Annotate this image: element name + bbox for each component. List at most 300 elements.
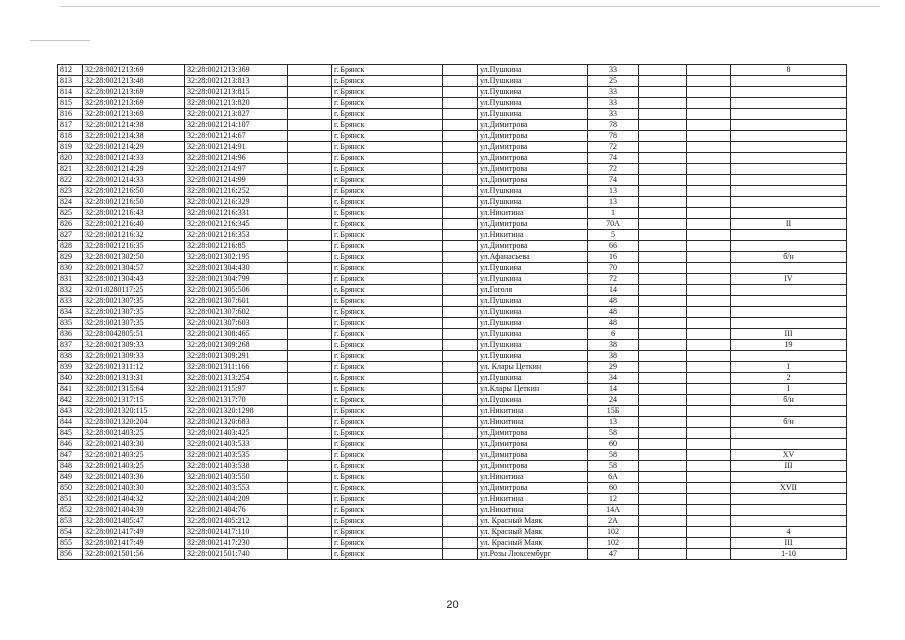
house-number-cell: 48 [588,318,639,329]
house-number-cell: 13 [588,417,639,428]
premises-cell [731,296,847,307]
blank-cell [443,153,478,164]
street-cell: ул.Димитрова [478,483,588,494]
blank-cell [288,175,332,186]
blank-cell [687,483,731,494]
house-number-cell: 33 [588,87,639,98]
blank-cell [687,373,731,384]
premises-cell [731,505,847,516]
blank-cell [443,340,478,351]
blank-cell [288,505,332,516]
premises-cell: б/н [731,417,847,428]
city-cell: г. Брянск [332,538,443,549]
table-row [58,197,847,208]
row-number-cell: 842 [58,395,83,406]
house-number-cell: 48 [588,307,639,318]
blank-cell [443,131,478,142]
table-row [58,76,847,87]
blank-cell [443,373,478,384]
premises-cell [731,494,847,505]
blank-cell [687,472,731,483]
blank-cell [443,318,478,329]
blank-cell [687,538,731,549]
street-cell: ул.Пушкина [478,65,588,76]
row-number-cell: 830 [58,263,83,274]
city-cell: г. Брянск [332,461,443,472]
city-cell: г. Брянск [332,120,443,131]
street-cell: ул.Пушкина [478,318,588,329]
premises-cell: I [731,362,847,373]
street-cell: ул.Димитрова [478,219,588,230]
blank-cell [639,329,687,340]
city-cell: г. Брянск [332,153,443,164]
city-cell: г. Брянск [332,362,443,373]
blank-cell [443,417,478,428]
city-cell: г. Брянск [332,307,443,318]
blank-cell [639,76,687,87]
blank-cell [443,483,478,494]
blank-cell [639,318,687,329]
street-cell: ул.Никитина [478,417,588,428]
blank-cell [288,318,332,329]
land-cadastral-cell: 32:28:0021213:69 [83,87,185,98]
row-number-cell: 812 [58,65,83,76]
object-cadastral-cell: 32:28:0021403:533 [185,439,288,450]
land-cadastral-cell: 32:28:0021501:56 [83,549,185,560]
object-cadastral-cell: 32:28:0021307:601 [185,296,288,307]
land-cadastral-cell: 32:28:0021214:29 [83,142,185,153]
house-number-cell: 15Б [588,406,639,417]
city-cell: г. Брянск [332,505,443,516]
blank-cell [288,527,332,538]
house-number-cell: 6А [588,472,639,483]
city-cell: г. Брянск [332,527,443,538]
table-row [58,87,847,98]
blank-cell [687,98,731,109]
land-cadastral-cell: 32:28:0021214:29 [83,164,185,175]
street-cell: ул.Пушкина [478,329,588,340]
row-number-cell: 821 [58,164,83,175]
register-table-body [58,65,847,560]
row-number-cell: 852 [58,505,83,516]
city-cell: г. Брянск [332,65,443,76]
table-row [58,109,847,120]
blank-cell [443,395,478,406]
row-number-cell: 824 [58,197,83,208]
blank-cell [639,230,687,241]
land-cadastral-cell: 32:28:0021403:25 [83,461,185,472]
blank-cell [443,494,478,505]
table-row [58,428,847,439]
blank-cell [288,340,332,351]
row-number-cell: 831 [58,274,83,285]
street-cell: ул.Пушкина [478,98,588,109]
blank-cell [443,175,478,186]
row-number-cell: 829 [58,252,83,263]
blank-cell [639,417,687,428]
blank-cell [687,296,731,307]
blank-cell [288,329,332,340]
row-number-cell: 846 [58,439,83,450]
table-row [58,219,847,230]
blank-cell [687,428,731,439]
land-cadastral-cell: 32:28:0021302:50 [83,252,185,263]
row-number-cell: 845 [58,428,83,439]
table-row [58,241,847,252]
blank-cell [288,494,332,505]
street-cell: ул.Пушкина [478,395,588,406]
street-cell: ул.Димитрова [478,153,588,164]
blank-cell [443,472,478,483]
blank-cell [288,461,332,472]
row-number-cell: 844 [58,417,83,428]
object-cadastral-cell: 32:28:0021417:230 [185,538,288,549]
premises-cell [731,131,847,142]
table-row [58,164,847,175]
object-cadastral-cell: 32:28:0021214:67 [185,131,288,142]
blank-cell [639,428,687,439]
street-cell: ул. Красный Маяк [478,516,588,527]
street-cell: ул.Пушкина [478,186,588,197]
blank-cell [639,461,687,472]
blank-cell [443,428,478,439]
blank-cell [443,384,478,395]
blank-cell [687,252,731,263]
house-number-cell: 38 [588,340,639,351]
object-cadastral-cell: 32:28:0021404:209 [185,494,288,505]
blank-cell [639,516,687,527]
blank-cell [687,120,731,131]
street-cell: ул. Красный Маяк [478,527,588,538]
city-cell: г. Брянск [332,428,443,439]
blank-cell [443,461,478,472]
object-cadastral-cell: 32:28:0021214:96 [185,153,288,164]
land-cadastral-cell: 32:28:0021307:35 [83,296,185,307]
land-cadastral-cell: 32:28:0021403:25 [83,450,185,461]
row-number-cell: 838 [58,351,83,362]
object-cadastral-cell: 32:28:0021216:353 [185,230,288,241]
row-number-cell: 856 [58,549,83,560]
blank-cell [288,384,332,395]
city-cell: г. Брянск [332,439,443,450]
blank-cell [288,307,332,318]
blank-cell [288,439,332,450]
land-cadastral-cell: 32:28:0021304:57 [83,263,185,274]
city-cell: г. Брянск [332,219,443,230]
object-cadastral-cell: 32:28:0021305:506 [185,285,288,296]
blank-cell [639,175,687,186]
blank-cell [443,450,478,461]
premises-cell [731,109,847,120]
row-number-cell: 848 [58,461,83,472]
scan-edge-line [60,6,880,7]
object-cadastral-cell: 32:28:0021403:553 [185,483,288,494]
city-cell: г. Брянск [332,87,443,98]
blank-cell [288,351,332,362]
row-number-cell: 822 [58,175,83,186]
table-row [58,395,847,406]
land-cadastral-cell: 32:28:0021403:30 [83,439,185,450]
house-number-cell: 33 [588,65,639,76]
object-cadastral-cell: 32:28:0021403:550 [185,472,288,483]
premises-cell [731,263,847,274]
blank-cell [639,197,687,208]
land-cadastral-cell: 32:28:0021417:49 [83,538,185,549]
blank-cell [288,65,332,76]
land-cadastral-cell: 32:28:0021320:204 [83,417,185,428]
street-cell: ул.Димитрова [478,439,588,450]
object-cadastral-cell: 32:28:0021213:815 [185,87,288,98]
object-cadastral-cell: 32:28:0021214:107 [185,120,288,131]
land-cadastral-cell: 32:28:0021216:50 [83,186,185,197]
object-cadastral-cell: 32:28:0021216:85 [185,241,288,252]
blank-cell [288,285,332,296]
object-cadastral-cell: 32:28:0021307:603 [185,318,288,329]
object-cadastral-cell: 32:28:0021311:166 [185,362,288,373]
city-cell: г. Брянск [332,230,443,241]
city-cell: г. Брянск [332,208,443,219]
row-number-cell: 851 [58,494,83,505]
row-number-cell: 823 [58,186,83,197]
blank-cell [639,274,687,285]
land-cadastral-cell: 32:28:0021214:38 [83,131,185,142]
blank-cell [639,406,687,417]
blank-cell [639,186,687,197]
object-cadastral-cell: 32:28:0021403:538 [185,461,288,472]
street-cell: ул.Никитина [478,406,588,417]
blank-cell [288,516,332,527]
object-cadastral-cell: 32:28:0021216:331 [185,208,288,219]
house-number-cell: 14А [588,505,639,516]
blank-cell [443,362,478,373]
blank-cell [639,362,687,373]
row-number-cell: 816 [58,109,83,120]
row-number-cell: 853 [58,516,83,527]
row-number-cell: 839 [58,362,83,373]
blank-cell [288,164,332,175]
blank-cell [288,417,332,428]
row-number-cell: 814 [58,87,83,98]
blank-cell [443,439,478,450]
blank-cell [288,230,332,241]
house-number-cell: 72 [588,142,639,153]
blank-cell [639,505,687,516]
object-cadastral-cell: 32:28:0021216:252 [185,186,288,197]
blank-cell [288,87,332,98]
blank-cell [288,549,332,560]
blank-cell [687,197,731,208]
object-cadastral-cell: 32:28:0021404:76 [185,505,288,516]
premises-cell: 4 [731,527,847,538]
blank-cell [687,164,731,175]
city-cell: г. Брянск [332,549,443,560]
premises-cell: IV [731,274,847,285]
blank-cell [288,120,332,131]
premises-cell [731,76,847,87]
land-cadastral-cell: 32:28:0021213:48 [83,76,185,87]
street-cell: ул.Димитрова [478,142,588,153]
table-row [58,120,847,131]
table-row [58,318,847,329]
blank-cell [687,274,731,285]
blank-cell [639,87,687,98]
blank-cell [639,494,687,505]
street-cell: ул.Димитрова [478,175,588,186]
city-cell: г. Брянск [332,472,443,483]
blank-cell [288,142,332,153]
scan-edge-line [30,40,90,41]
blank-cell [687,285,731,296]
blank-cell [687,395,731,406]
premises-cell: I [731,384,847,395]
table-row [58,274,847,285]
row-number-cell: 834 [58,307,83,318]
blank-cell [443,109,478,120]
blank-cell [687,175,731,186]
land-cadastral-cell: 32:28:0021216:35 [83,241,185,252]
blank-cell [288,186,332,197]
land-cadastral-cell: 32:28:0021311:12 [83,362,185,373]
street-cell: ул.Пушкина [478,351,588,362]
table-row [58,340,847,351]
premises-cell: 2 [731,373,847,384]
blank-cell [288,219,332,230]
city-cell: г. Брянск [332,329,443,340]
table-row [58,351,847,362]
blank-cell [687,494,731,505]
blank-cell [687,76,731,87]
premises-cell: 8 [731,65,847,76]
street-cell: ул.Никитина [478,208,588,219]
blank-cell [443,538,478,549]
city-cell: г. Брянск [332,373,443,384]
blank-cell [288,450,332,461]
house-number-cell: 6 [588,329,639,340]
table-row [58,417,847,428]
table-row [58,472,847,483]
street-cell: ул.Димитрова [478,428,588,439]
land-cadastral-cell: 32:28:0021403:30 [83,483,185,494]
land-cadastral-cell: 32:28:0021216:40 [83,219,185,230]
blank-cell [639,373,687,384]
premises-cell [731,197,847,208]
table-row [58,65,847,76]
row-number-cell: 817 [58,120,83,131]
blank-cell [687,461,731,472]
table-row [58,384,847,395]
city-cell: г. Брянск [332,98,443,109]
house-number-cell: 33 [588,109,639,120]
blank-cell [687,87,731,98]
blank-cell [687,131,731,142]
blank-cell [687,241,731,252]
house-number-cell: 12 [588,494,639,505]
blank-cell [443,252,478,263]
blank-cell [443,87,478,98]
blank-cell [639,65,687,76]
house-number-cell: 78 [588,120,639,131]
object-cadastral-cell: 32:28:0021307:602 [185,307,288,318]
blank-cell [687,318,731,329]
premises-cell [731,439,847,450]
land-cadastral-cell: 32:28:0021404:32 [83,494,185,505]
street-cell: ул.Димитрова [478,241,588,252]
land-cadastral-cell: 32:28:0021320:115 [83,406,185,417]
blank-cell [288,362,332,373]
blank-cell [687,263,731,274]
row-number-cell: 826 [58,219,83,230]
city-cell: г. Брянск [332,318,443,329]
blank-cell [639,483,687,494]
blank-cell [639,285,687,296]
house-number-cell: 70 [588,263,639,274]
premises-cell [731,208,847,219]
table-row [58,527,847,538]
table-row [58,186,847,197]
house-number-cell: 66 [588,241,639,252]
city-cell: г. Брянск [332,109,443,120]
blank-cell [639,109,687,120]
street-cell: ул. Клары Цеткин [478,362,588,373]
blank-cell [687,153,731,164]
row-number-cell: 850 [58,483,83,494]
city-cell: г. Брянск [332,395,443,406]
street-cell: ул.Никитина [478,230,588,241]
object-cadastral-cell: 32:28:0021302:195 [185,252,288,263]
blank-cell [443,329,478,340]
city-cell: г. Брянск [332,285,443,296]
city-cell: г. Брянск [332,197,443,208]
street-cell: ул.Димитрова [478,131,588,142]
blank-cell [687,384,731,395]
blank-cell [288,153,332,164]
premises-cell [731,230,847,241]
object-cadastral-cell: 32:28:0021320:1298 [185,406,288,417]
blank-cell [443,351,478,362]
blank-cell [639,241,687,252]
premises-cell [731,175,847,186]
land-cadastral-cell: 32:28:0021417:49 [83,527,185,538]
blank-cell [639,384,687,395]
street-cell: ул.Димитрова [478,120,588,131]
table-row [58,307,847,318]
blank-cell [288,98,332,109]
blank-cell [288,274,332,285]
row-number-cell: 820 [58,153,83,164]
blank-cell [288,472,332,483]
blank-cell [443,65,478,76]
object-cadastral-cell: 32:28:0021213:813 [185,76,288,87]
house-number-cell: 25 [588,76,639,87]
blank-cell [687,307,731,318]
table-row [58,252,847,263]
house-number-cell: 60 [588,439,639,450]
object-cadastral-cell: 32:28:0021216:345 [185,219,288,230]
land-cadastral-cell: 32:28:0021405:47 [83,516,185,527]
street-cell: ул.Пушкина [478,87,588,98]
premises-cell: III [731,461,847,472]
row-number-cell: 837 [58,340,83,351]
street-cell: ул.Никитина [478,472,588,483]
object-cadastral-cell: 32:28:0021214:91 [185,142,288,153]
land-cadastral-cell: 32:28:0021403:36 [83,472,185,483]
house-number-cell: 72 [588,164,639,175]
house-number-cell: 74 [588,175,639,186]
table-row [58,483,847,494]
blank-cell [443,527,478,538]
blank-cell [443,516,478,527]
premises-cell: III [731,329,847,340]
